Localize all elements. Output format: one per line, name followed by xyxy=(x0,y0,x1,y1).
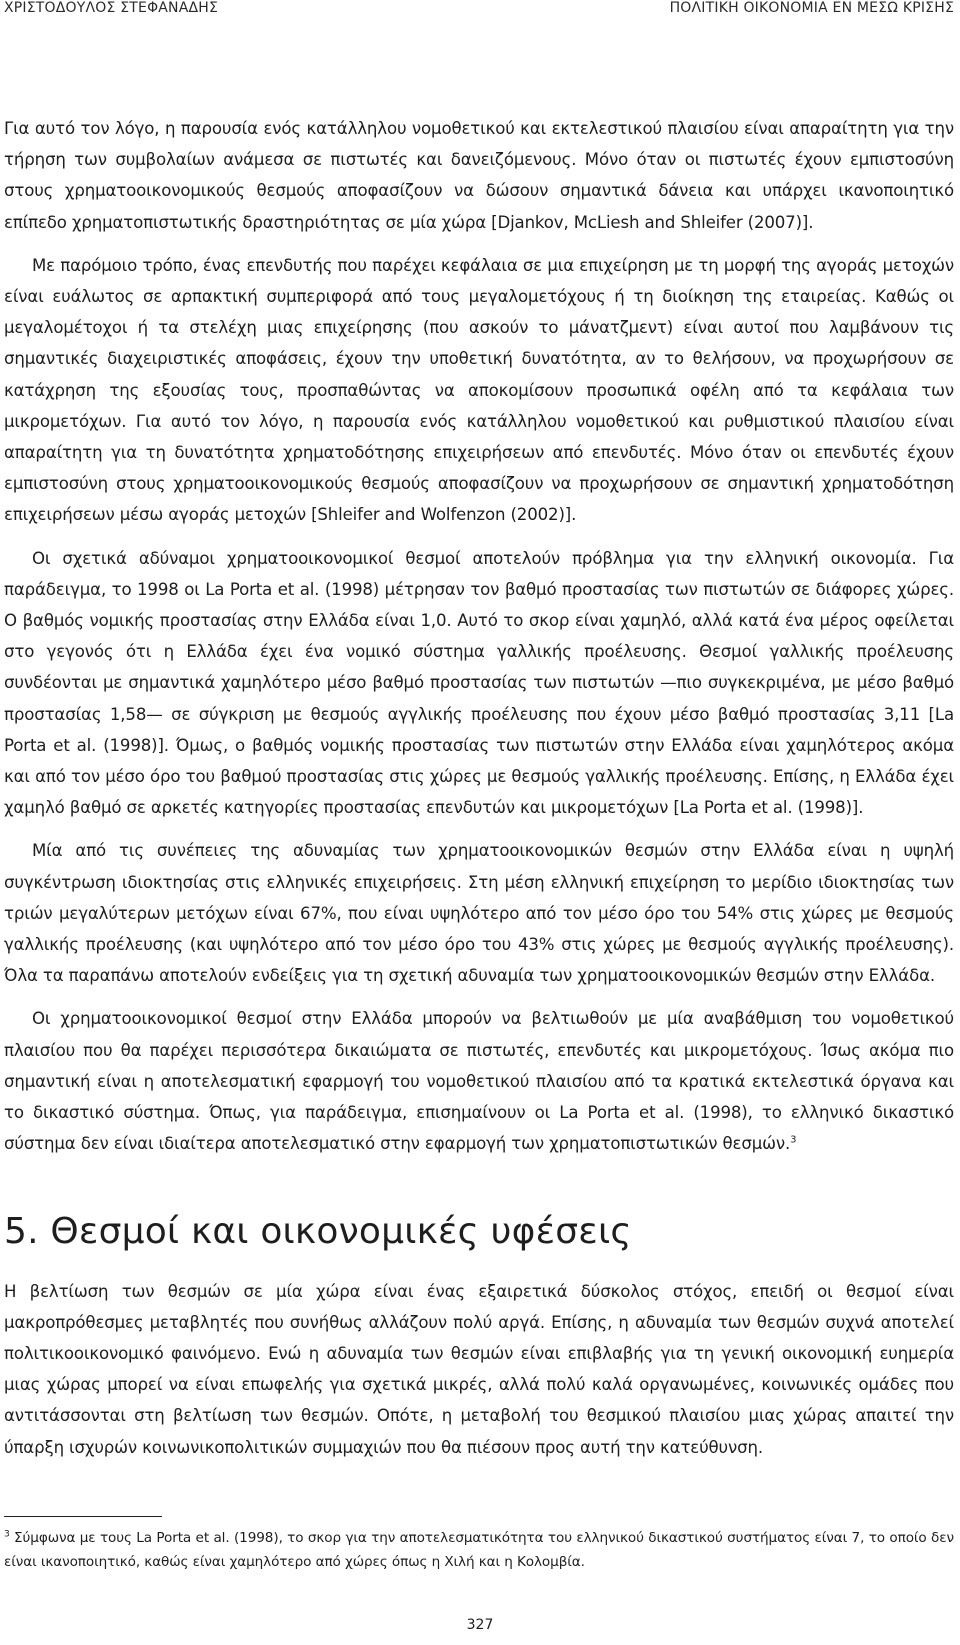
paragraph xyxy=(4,250,954,531)
footnote-divider xyxy=(4,1516,162,1517)
footnote xyxy=(4,1526,954,1574)
paragraph xyxy=(4,835,954,991)
paragraph-text: Οι σχετικά αδύναμοι χρηματοοικονομικοί θεσμοί αποτελούν πρόβλημα για την ελληνική οικονομία. Για παράδειγμα, το 1998 οι La Porta et al. (1998) μέτρησαν τον βαθμό προστασίας των πιστωτών σε διάφορες χώρες. Ο βαθμός νομικής προστασίας στην Ελλάδα είναι 1,0. Αυτό το σκορ είναι χαμηλό, αλλά κατά ένα μέρος οφείλεται στο γεγονός ότι η Ελλάδα έχει ένα νομικό σύστημα γαλλικής προέλευσης. Θεσμοί γαλλικής προέλευσης συνδέονται με σημαντικά χαμηλότερο μέσο βαθμό προστασίας των πιστωτών —πιο συγκεκριμένα, με μέσο βαθμό προστασίας 1,58— σε σύγκριση με θεσμούς αγγλικής προέλευσης που έχουν μέσο βαθμό προστασίας 3,11 [La Porta et al. (1998)]. Όμως, ο βαθμός νομικής προστασίας των πιστωτών στην Ελλάδα είναι χαμηλότερος ακόμα και από τον μέσο όρο του βαθμού προστασίας στις χώρες με θεσμούς γαλλικής προέλευσης. Επίσης, η Ελλάδα έχει χαμηλό βαθμό σε αρκετές κατηγορίες προστασίας επενδυτών και μικρομετόχων [La Porta et al. (1998)]. xyxy=(4,548,954,818)
header-journal-title: ΠΟΛΙΤΙΚΗ ΟΙΚΟΝΟΜΙΑ ΕΝ ΜΕΣΩ ΚΡΙΣΗΣ xyxy=(669,0,954,16)
footnote-number: 3 xyxy=(4,1529,10,1540)
section-paragraph xyxy=(4,1276,954,1463)
paragraph-text: Η βελτίωση των θεσμών σε μία χώρα είναι ένας εξαιρετικά δύσκολος στόχος, επειδή οι θεσμοί είναι μακροπρόθεσμες μεταβλητές που συνήθως αλλάζουν πολύ αργά. Επίσης, η αδυναμία των θεσμών συχνά αποτελεί πολιτικοοικονομικό φαινόμενο. Ενώ η αδυναμία των θεσμών είναι επιβλαβής για τη γενική οικονομική ευημερία μιας χώρας μπορεί να είναι επωφελής για σχετικά μικρές, αλλά πολύ καλά οργανωμένες, κοινωνικές ομάδες που αντιτάσσονται στη βελτίωση των θεσμών. Οπότε, η μεταβολή του θεσμικού πλαισίου μιας χώρας απαιτεί την ύπαρξη ισχυρών κοινωνικοπολιτικών συμμαχιών που θα πιέσουν προς αυτή την κατεύθυνση. xyxy=(4,1281,954,1457)
paragraph-text: Οι χρηματοοικονομικοί θεσμοί στην Ελλάδα μπορούν να βελτιωθούν με μία αναβάθμιση του νομοθετικού πλαισίου που θα παρέχει περισσότερα δικαιώματα σε πιστωτές, επενδυτές και μικρομετόχους. Ίσως ακόμα πιο σημαντική είναι η αποτελεσματική εφαρμογή του νομοθετικού πλαισίου από τα κρατικά εκτελεστικά όργανα και το δικαστικό σύστημα. Όπως, για παράδειγμα, επισημαίνουν οι La Porta et al. (1998), το ελληνικό δικαστικό σύστημα δεν είναι ιδιαίτερα αποτελεσματικό στην εφαρμογή των χρηματοπιστωτικών θεσμών. xyxy=(4,1009,954,1154)
paragraph-text: Με παρόμοιο τρόπο, ένας επενδυτής που παρέχει κεφάλαια σε μια επιχείρηση με τη μορφή της αγοράς μετοχών είναι ευάλωτος σε αρπακτική συμπεριφορά από τους μεγαλομετόχους ή τη διοίκηση της εταιρείας. Καθώς οι μεγαλομέτοχοι ή τα στελέχη μιας επιχείρησης (που ασκούν το μάνατζμεντ) είναι αυτοί που λαμβάνουν τις σημαντικές διαχειριστικές αποφάσεις, έχουν την υποθετική δυνατότητα, αν το θελήσουν, να προχωρήσουν σε κατάχρηση της εξουσίας τους, προσπαθώντας να αποκομίσουν προσωπικά οφέλη από τα κεφάλαια των μικρομετόχων. Για αυτό τον λόγο, η παρουσία ενός κατάλληλου νομοθετικού και ρυθμιστικού πλαισίου είναι απαραίτητη για τη δυνατότητα χρηματοδότησης επιχειρήσεων από επενδυτές. Μόνο όταν οι επενδυτές έχουν εμπιστοσύνη στους χρηματοοικονομικούς θεσμούς αποφασίζουν να προχωρήσουν σε σημαντική χρηματοδότηση επιχειρήσεων μέσω αγοράς μετοχών [Shleifer and Wolfenzon (2002)]. xyxy=(4,255,954,525)
body-text xyxy=(4,113,954,1475)
page-number: 327 xyxy=(466,1617,494,1633)
paragraph xyxy=(4,543,954,824)
header-author: ΧΡΙΣΤΟΔΟΥΛΟΣ ΣΤΕΦΑΝΑΔΗΣ xyxy=(4,0,219,16)
footnote-text: Σύμφωνα με τους La Porta et al. (1998), το σκορ για την αποτελεσματικότητα του ελληνικού δικαστικού συστήματος είναι 7, το οποίο δεν είναι ικανοποιητικό, καθώς είναι χαμηλότερο από χώρες όπως η Χιλή και η Κολομβία. xyxy=(4,1530,954,1570)
paragraph xyxy=(4,113,954,238)
paragraph-text: Μία από τις συνέπειες της αδυναμίας των χρηματοοικονομικών θεσμών στην Ελλάδα είναι η υψηλή συγκέντρωση ιδιοκτησίας στις ελληνικές επιχειρήσεις. Στη μέση ελληνική επιχείρηση το μερίδιο ιδιοκτησίας των τριών μεγαλύτερων μετόχων είναι 67%, που είναι υψηλότερο από τον μέσο όρο του 54% στις χώρες με θεσμούς γαλλικής προέλευσης (και υψηλότερο από τον μέσο όρο του 43% στις χώρες με θεσμούς αγγλικής προέλευσης). Όλα τα παραπάνω αποτελούν ενδείξεις για τη σχετική αδυναμία των χρηματοοικονομικών θεσμών στην Ελλάδα. xyxy=(4,841,954,986)
paragraph xyxy=(4,1003,954,1159)
running-header xyxy=(4,0,954,24)
section-heading: 5. Θεσμοί και οικονομικές υφέσεις xyxy=(4,1210,632,1252)
footnote-reference[interactable]: 3 xyxy=(790,1134,797,1146)
paragraph-text: Για αυτό τον λόγο, η παρουσία ενός κατάλληλου νομοθετικού και εκτελεστικού πλαισίου είναι απαραίτητη για την τήρηση των συμβολαίων ανάμεσα σε πιστωτές και δανειζόμενους. Μόνο όταν οι πιστωτές έχουν εμπιστοσύνη στους χρηματοοικονομικούς θεσμούς αποφασίζουν να δώσουν σημαντικά δάνεια και υπάρχει ικανοποιητικό επίπεδο χρηματοπιστωτικής δραστηριότητας σε μία χώρα [Djankov, McLiesh and Shleifer (2007)]. xyxy=(4,119,954,232)
